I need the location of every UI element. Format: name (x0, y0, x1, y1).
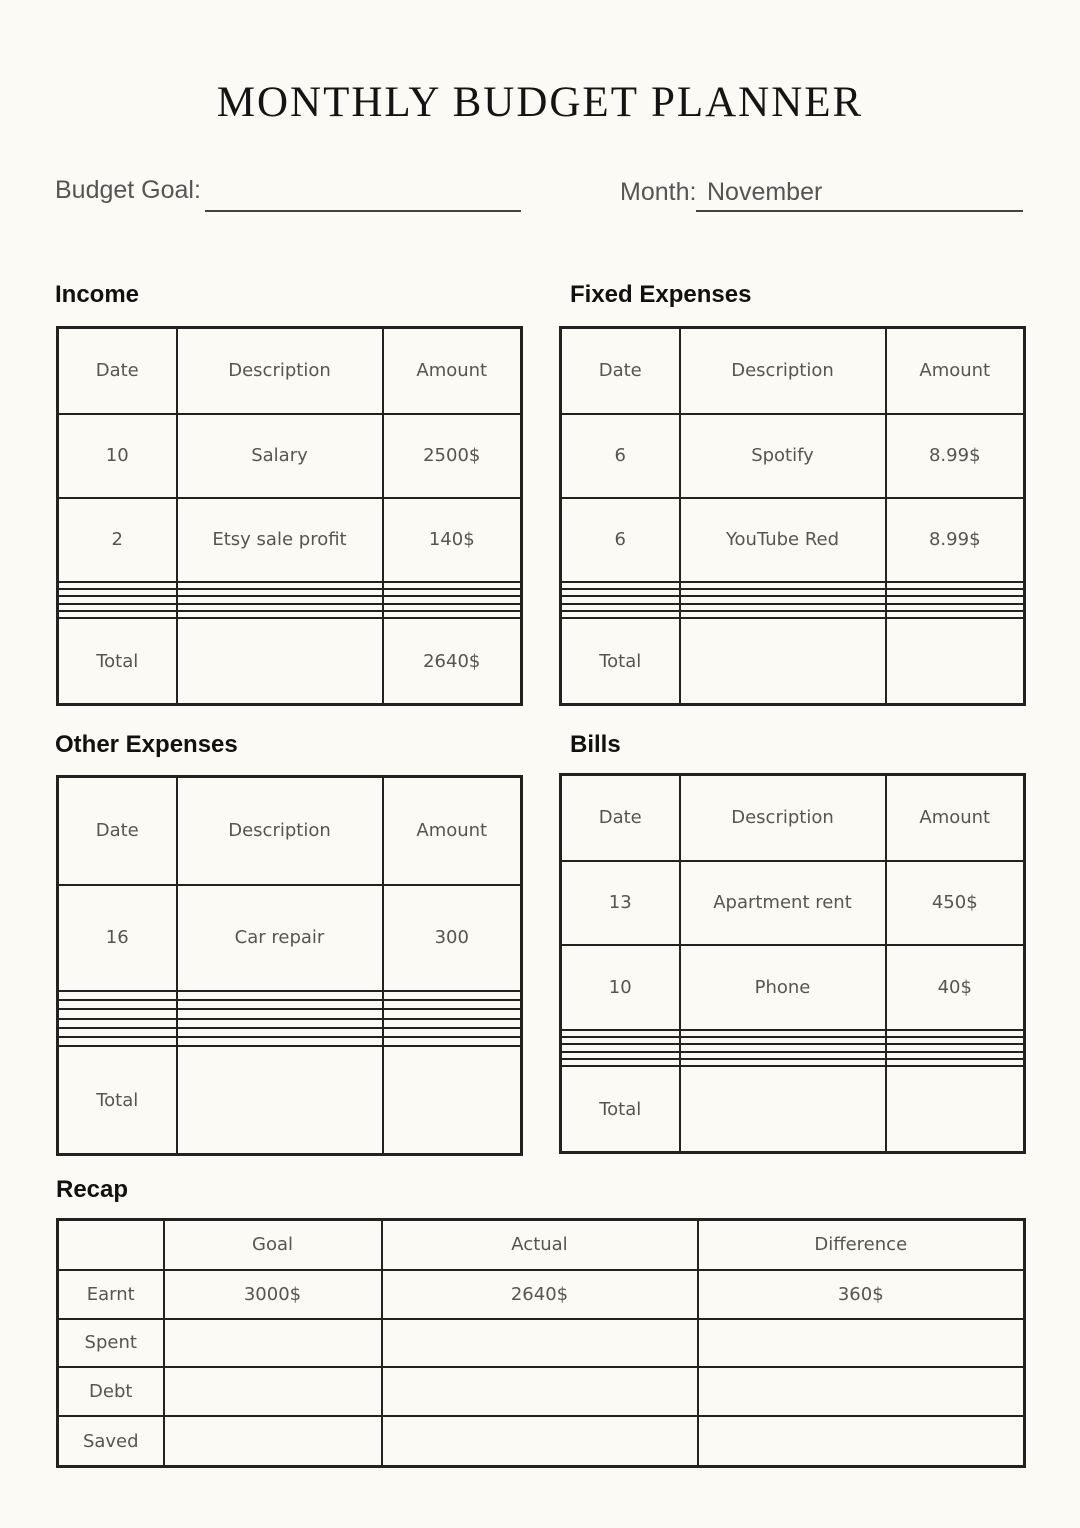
month-label: Month: (620, 178, 697, 206)
amount-cell[interactable] (886, 589, 1025, 596)
amount-cell[interactable] (383, 604, 522, 611)
table-row (58, 991, 522, 1000)
amount-cell[interactable] (886, 582, 1025, 589)
recap-row-label: Spent (58, 1319, 164, 1368)
header-row (58, 777, 522, 885)
description-cell[interactable]: Phone (680, 945, 886, 1029)
description-cell[interactable]: Spotify (680, 414, 886, 498)
goal-cell[interactable] (164, 1319, 382, 1368)
date-cell[interactable] (58, 1000, 177, 1009)
difference-cell[interactable] (698, 1416, 1025, 1466)
description-cell[interactable] (177, 1019, 383, 1028)
description-header: Description (680, 775, 886, 861)
actual-cell[interactable] (382, 1367, 698, 1416)
difference-cell[interactable] (698, 1319, 1025, 1368)
date-cell[interactable] (561, 611, 680, 618)
recap-corner-cell (58, 1220, 164, 1270)
description-cell[interactable]: Salary (177, 414, 383, 498)
description-cell[interactable]: YouTube Red (680, 498, 886, 582)
header-row (561, 328, 1025, 414)
table-row (58, 1009, 522, 1018)
amount-header: Amount (383, 328, 522, 414)
amount-cell[interactable]: 140$ (383, 498, 522, 582)
date-cell[interactable]: 10 (561, 945, 680, 1029)
amount-cell[interactable] (383, 1000, 522, 1009)
table-row (561, 589, 1025, 596)
date-cell[interactable] (561, 1052, 680, 1059)
amount-cell[interactable] (383, 611, 522, 618)
description-cell[interactable]: Etsy sale profit (177, 498, 383, 582)
description-cell[interactable] (680, 1059, 886, 1066)
fixed-expenses-table (559, 326, 1026, 706)
table-row (561, 1044, 1025, 1051)
bills-table (559, 773, 1026, 1154)
description-cell[interactable] (177, 604, 383, 611)
amount-cell[interactable] (886, 1044, 1025, 1051)
table-row (561, 1037, 1025, 1044)
amount-cell[interactable] (383, 589, 522, 596)
table-row (58, 414, 522, 498)
recap-title: Recap (56, 1176, 129, 1203)
bills-title: Bills (570, 731, 621, 758)
income-table (56, 326, 523, 706)
amount-header: Amount (383, 777, 522, 885)
difference-header: Difference (698, 1220, 1025, 1270)
description-cell[interactable] (680, 1044, 886, 1051)
date-header: Date (58, 328, 177, 414)
amount-cell[interactable] (886, 1030, 1025, 1037)
table-row (58, 582, 522, 589)
table-row (561, 945, 1025, 1029)
recap-row (58, 1416, 1025, 1466)
date-cell[interactable] (58, 582, 177, 589)
amount-header: Amount (886, 775, 1025, 861)
table-row (561, 1052, 1025, 1059)
date-cell[interactable] (58, 596, 177, 603)
description-header: Description (177, 777, 383, 885)
recap-row (58, 1319, 1025, 1368)
page-title: MONTHLY BUDGET PLANNER (216, 79, 864, 126)
table-row (561, 604, 1025, 611)
date-cell[interactable] (561, 589, 680, 596)
description-cell[interactable] (177, 991, 383, 1000)
description-cell[interactable] (177, 611, 383, 618)
amount-cell[interactable] (383, 991, 522, 1000)
fixed-expenses-title: Fixed Expenses (570, 281, 752, 308)
amount-cell[interactable] (886, 611, 1025, 618)
description-cell[interactable] (680, 596, 886, 603)
total-row (561, 1066, 1025, 1152)
goal-cell[interactable] (164, 1416, 382, 1466)
table-row (58, 596, 522, 603)
description-cell[interactable] (680, 611, 886, 618)
amount-cell[interactable] (383, 1028, 522, 1037)
goal-cell[interactable]: 3000$ (164, 1270, 382, 1319)
table-row (561, 1059, 1025, 1066)
table-row (561, 582, 1025, 589)
date-cell[interactable]: 2 (58, 498, 177, 582)
budget-goal-label: Budget Goal: (55, 176, 201, 204)
amount-cell[interactable] (383, 1019, 522, 1028)
actual-cell[interactable] (382, 1319, 698, 1368)
table-row (58, 1000, 522, 1009)
date-cell[interactable] (58, 1028, 177, 1037)
amount-cell[interactable] (886, 604, 1025, 611)
actual-cell[interactable] (382, 1416, 698, 1466)
total-label: Total (58, 618, 177, 704)
total-amount-cell[interactable] (886, 618, 1025, 704)
goal-cell[interactable] (164, 1367, 382, 1416)
amount-cell[interactable] (383, 582, 522, 589)
amount-cell[interactable] (886, 1052, 1025, 1059)
recap-row-label: Saved (58, 1416, 164, 1466)
date-cell[interactable]: 13 (561, 861, 680, 945)
total-description-cell[interactable] (680, 1066, 886, 1152)
total-amount-cell[interactable] (886, 1066, 1025, 1152)
date-cell[interactable] (58, 1019, 177, 1028)
date-cell[interactable] (58, 611, 177, 618)
table-row (58, 885, 522, 991)
difference-cell[interactable]: 360$ (698, 1270, 1025, 1319)
table-row (58, 498, 522, 582)
table-row (58, 611, 522, 618)
description-cell[interactable] (680, 1030, 886, 1037)
income-title: Income (55, 281, 140, 308)
total-amount-cell[interactable] (383, 1046, 522, 1154)
recap-header-row (58, 1220, 1025, 1270)
table-row (58, 604, 522, 611)
actual-cell[interactable]: 2640$ (382, 1270, 698, 1319)
date-header: Date (58, 777, 177, 885)
amount-cell[interactable] (383, 1009, 522, 1018)
description-cell[interactable] (680, 1037, 886, 1044)
other-expenses-table (56, 775, 523, 1156)
total-row (58, 1046, 522, 1154)
description-cell[interactable] (680, 604, 886, 611)
amount-cell[interactable]: 300 (383, 885, 522, 991)
recap-row (58, 1367, 1025, 1416)
total-description-cell[interactable] (177, 618, 383, 704)
amount-cell[interactable] (886, 1037, 1025, 1044)
amount-cell[interactable]: 40$ (886, 945, 1025, 1029)
description-cell[interactable] (177, 1028, 383, 1037)
description-header: Description (680, 328, 886, 414)
amount-cell[interactable] (383, 1037, 522, 1046)
date-cell[interactable] (561, 596, 680, 603)
table-row (58, 589, 522, 596)
table-row (561, 861, 1025, 945)
date-cell[interactable] (561, 1044, 680, 1051)
description-header: Description (177, 328, 383, 414)
description-cell[interactable]: Car repair (177, 885, 383, 991)
table-row (561, 414, 1025, 498)
table-row (58, 1028, 522, 1037)
table-row (561, 611, 1025, 618)
table-row (561, 498, 1025, 582)
total-description-cell[interactable] (680, 618, 886, 704)
recap-row-label: Earnt (58, 1270, 164, 1319)
month-field[interactable] (696, 210, 1023, 212)
date-cell[interactable]: 6 (561, 414, 680, 498)
description-cell[interactable] (177, 1009, 383, 1018)
amount-cell[interactable] (886, 1059, 1025, 1066)
description-cell[interactable]: Apartment rent (680, 861, 886, 945)
amount-header: Amount (886, 328, 1025, 414)
amount-cell[interactable] (383, 596, 522, 603)
description-cell[interactable] (680, 589, 886, 596)
header-row (561, 775, 1025, 861)
amount-cell[interactable] (886, 596, 1025, 603)
total-label: Total (561, 618, 680, 704)
description-cell[interactable] (177, 596, 383, 603)
total-row (58, 618, 522, 704)
date-cell[interactable] (58, 991, 177, 1000)
date-header: Date (561, 328, 680, 414)
difference-cell[interactable] (698, 1367, 1025, 1416)
amount-cell[interactable]: 2500$ (383, 414, 522, 498)
amount-cell[interactable]: 8.99$ (886, 498, 1025, 582)
table-row (561, 1030, 1025, 1037)
date-cell[interactable] (561, 1059, 680, 1066)
header-row (58, 328, 522, 414)
table-row (58, 1037, 522, 1046)
recap-table (56, 1218, 1026, 1468)
date-cell[interactable] (561, 582, 680, 589)
date-cell[interactable] (58, 604, 177, 611)
description-cell[interactable] (177, 1037, 383, 1046)
month-value: November (707, 178, 823, 206)
date-cell[interactable] (58, 1009, 177, 1018)
date-cell[interactable] (58, 1037, 177, 1046)
date-cell[interactable] (561, 1030, 680, 1037)
table-row (58, 1019, 522, 1028)
total-label: Total (58, 1046, 177, 1154)
goal-header: Goal (164, 1220, 382, 1270)
other-expenses-title: Other Expenses (55, 731, 238, 758)
description-cell[interactable] (680, 1052, 886, 1059)
total-description-cell[interactable] (177, 1046, 383, 1154)
recap-row-label: Debt (58, 1367, 164, 1416)
total-row (561, 618, 1025, 704)
description-cell[interactable] (177, 589, 383, 596)
date-cell[interactable] (561, 1037, 680, 1044)
amount-cell[interactable]: 450$ (886, 861, 1025, 945)
description-cell[interactable] (177, 1000, 383, 1009)
date-cell[interactable] (58, 589, 177, 596)
date-cell[interactable]: 10 (58, 414, 177, 498)
total-label: Total (561, 1066, 680, 1152)
total-amount-cell[interactable]: 2640$ (383, 618, 522, 704)
date-header: Date (561, 775, 680, 861)
amount-cell[interactable]: 8.99$ (886, 414, 1025, 498)
actual-header: Actual (382, 1220, 698, 1270)
recap-row (58, 1270, 1025, 1319)
description-cell[interactable] (680, 582, 886, 589)
date-cell[interactable]: 6 (561, 498, 680, 582)
table-row (561, 596, 1025, 603)
budget-goal-field[interactable] (205, 210, 521, 212)
description-cell[interactable] (177, 582, 383, 589)
date-cell[interactable]: 16 (58, 885, 177, 991)
date-cell[interactable] (561, 604, 680, 611)
